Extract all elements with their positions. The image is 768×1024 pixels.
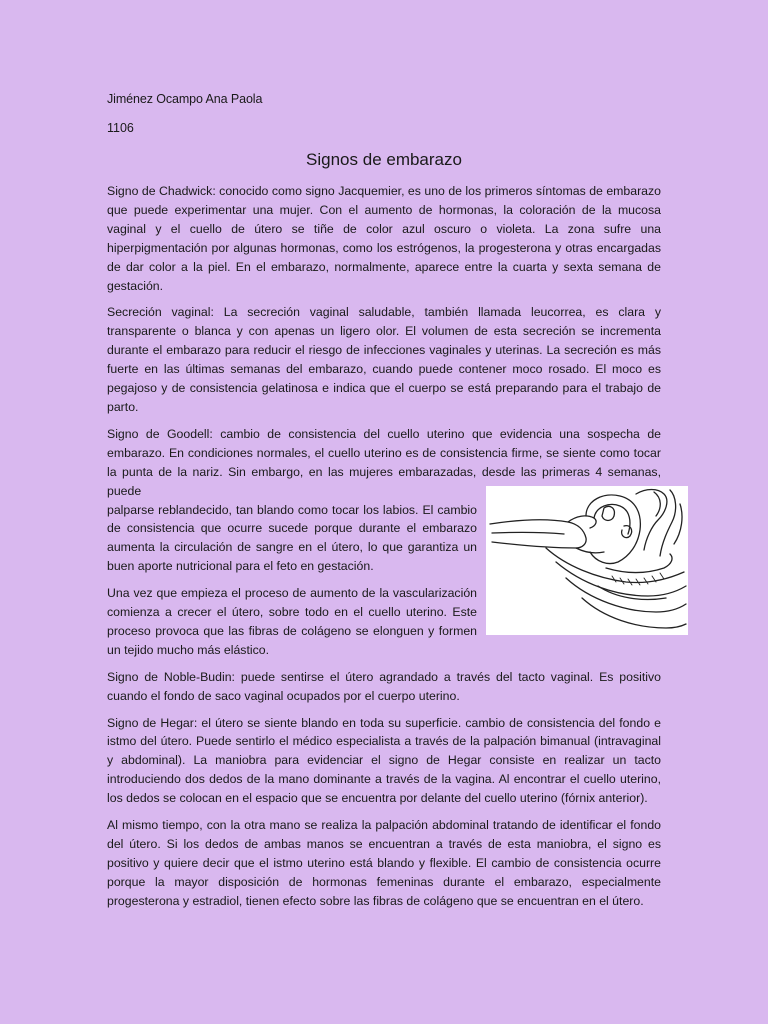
paragraph-chadwick: Signo de Chadwick: conocido como signo Jacquemier, es uno de los primeros síntomas de embarazo que puede experimentar una mujer. Con el aumento de hormonas, la coloración de la mucosa vaginal y el cuello de útero se tiñe de color azul oscuro o violeta. La zona sufre una hiperpigmentación por algunas hormonas, como los estrógenos, la progesterona y otras encargadas de dar color a la piel. En el embarazo, normalmente, aparece entre la cuarta y sexta semana de gestación. <box>107 184 661 293</box>
paragraph-goodell-cont: palparse reblandecido, tan blando como tocar los labios. El cambio de consistencia que ocurre sucede porque durante el embarazo aumenta la circulación de sangre en el útero, lo que garantiza un buen aporte nutricional para el feto en gestación. <box>107 502 477 574</box>
author-name: Jiménez Ocampo Ana Paola <box>107 92 263 106</box>
bimanual-exam-illustration <box>486 486 688 635</box>
paragraph-secrecion: Secreción vaginal: La secreción vaginal saludable, también llamada leucorrea, es clara y transparente o blanca y con apenas un ligero olor. El volumen de esta secreción se incrementa durante el embarazo para reducir el riesgo de infecciones vaginales y uterinas. La secreción es más fuerte en las últimas semanas del embarazo, cuando puede contener moco rosado. El moco es pegajoso y de consistencia gelatinosa e indica que el cuerpo se está preparando para el trabajo de parto. <box>107 305 661 414</box>
paragraph-hegar: Signo de Hegar: el útero se siente blando en toda su superficie. cambio de consistencia del fondo e istmo del útero. Puede sentirlo el médico especialista a través de la palpación bimanual (intravaginal y abdominal). La maniobra para evidenciar el signo de Hegar consiste en realizar un tacto introduciendo dos dedos de la mano dominante a través de la vagina. Al encontrar el cuello uterino, los dedos se colocan en el espacio que se encuentra por delante del cuello uterino (fórnix anterior). <box>107 715 661 806</box>
paragraph-goodell-intro: Signo de Goodell: cambio de consistencia del cuello uterino que evidencia una sospecha de embarazo. En condiciones normales, el cuello uterino es de consistencia firme, se siente como tocar la punta de la nariz. Sin embargo, en las mujeres embarazadas, desde las primeras 4 semanas, puede <box>107 426 661 498</box>
paragraph-vascularizacion: Una vez que empieza el proceso de aumento de la vascularización comienza a crecer el útero, sobre todo en el cuello uterino. Este proceso provoca que las fibras de colágeno se elonguen y formen un tejido mucho más elástico. <box>107 586 477 657</box>
group-number: 1106 <box>107 121 134 135</box>
paragraph-palpacion: Al mismo tiempo, con la otra mano se realiza la palpación abdominal tratando de identificar el fondo del útero. Si los dedos de ambas manos se encuentran a través de esta maniobra, el signo es positivo y quiere decir que el istmo uterino está blando y flexible. El cambio de consistencia ocurre porque la mayor disposición de hormonas femeninas durante el embarazo, especialmente progesterona y estradiol, tienen efecto sobre las fibras de colágeno que se encuentran en el útero. <box>107 818 661 908</box>
paragraph-noble-budin: Signo de Noble-Budin: puede sentirse el útero agrandado a través del tacto vaginal. Es positivo cuando el fondo de saco vaginal ocupados por el cuerpo uterino. <box>107 669 661 703</box>
document-title: Signos de embarazo <box>306 150 462 169</box>
